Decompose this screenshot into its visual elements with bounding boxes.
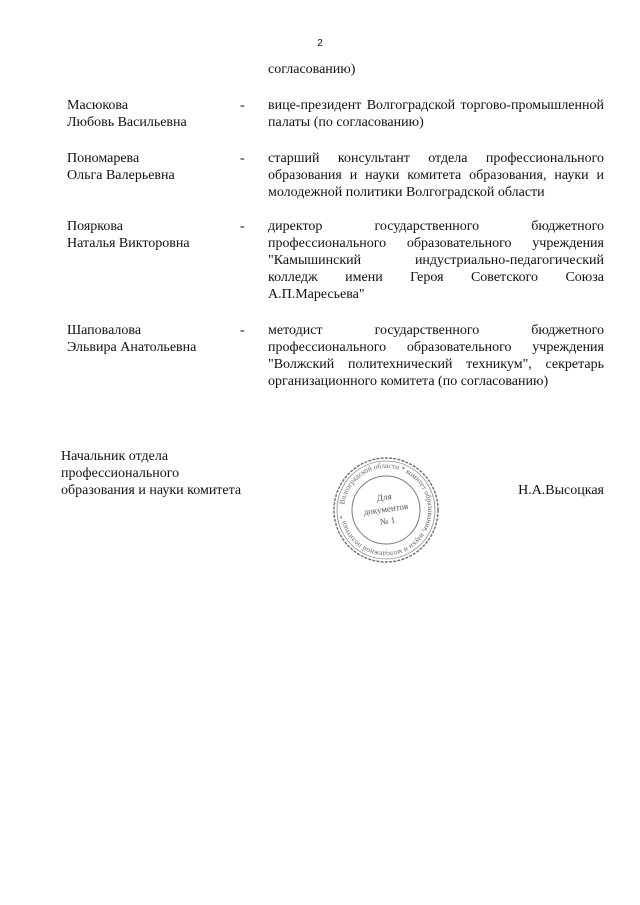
member-given-names: Любовь Васильевна bbox=[67, 115, 187, 130]
page-number: 2 bbox=[317, 38, 323, 49]
member-given-names: Наталья Викторовна bbox=[67, 236, 190, 251]
member-role: методист государственного бюджетного профессионального образовательного учреждения "Волжский политехнический техникум", секретарь организационного комитета (по согласованию) bbox=[268, 323, 604, 389]
stamp-ring-text: Волгоградской области * комитет образования, науки и молодежной политики * bbox=[337, 460, 436, 560]
signatory-position bbox=[61, 448, 281, 499]
official-stamp bbox=[331, 455, 441, 565]
stamp-center-line: № 1 bbox=[379, 514, 396, 527]
member-surname: Пояркова bbox=[67, 219, 124, 234]
member-dash: - bbox=[240, 151, 245, 166]
signatory-position-line: профессионального bbox=[61, 466, 180, 481]
member-dash: - bbox=[240, 98, 245, 113]
member-name bbox=[67, 150, 237, 184]
member-dash: - bbox=[240, 323, 245, 338]
stamp-center-line: Для bbox=[376, 491, 393, 504]
member-surname: Пономарева bbox=[67, 151, 140, 166]
member-name bbox=[67, 97, 237, 131]
member-given-names: Ольга Валерьевна bbox=[67, 168, 175, 183]
member-given-names: Эльвира Анатольевна bbox=[67, 340, 197, 355]
continuation-text: согласованию) bbox=[268, 62, 356, 77]
member-role: директор государственного бюджетного профессионального образовательного учреждения "Камышинский индустриально-педагогический колледж имени Героя Советского Союза А.П.Маресьева" bbox=[268, 219, 604, 302]
member-name bbox=[67, 322, 237, 356]
member-role: старший консультант отдела профессионального образования и науки комитета образования, науки и молодежной политики Волгоградской области bbox=[268, 151, 604, 200]
stamp-center-line: документов bbox=[362, 500, 409, 518]
member-name bbox=[67, 218, 237, 252]
member-dash: - bbox=[240, 219, 245, 234]
member-surname: Масюкова bbox=[67, 98, 129, 113]
signatory-position-line: образования и науки комитета bbox=[61, 483, 242, 498]
signatory-position-line: Начальник отдела bbox=[61, 449, 169, 464]
member-surname: Шаповалова bbox=[67, 323, 142, 338]
member-role: вице-президент Волгоградской торгово-промышленной палаты (по согласованию) bbox=[268, 98, 604, 130]
signer-name: Н.А.Высоцкая bbox=[518, 483, 604, 498]
